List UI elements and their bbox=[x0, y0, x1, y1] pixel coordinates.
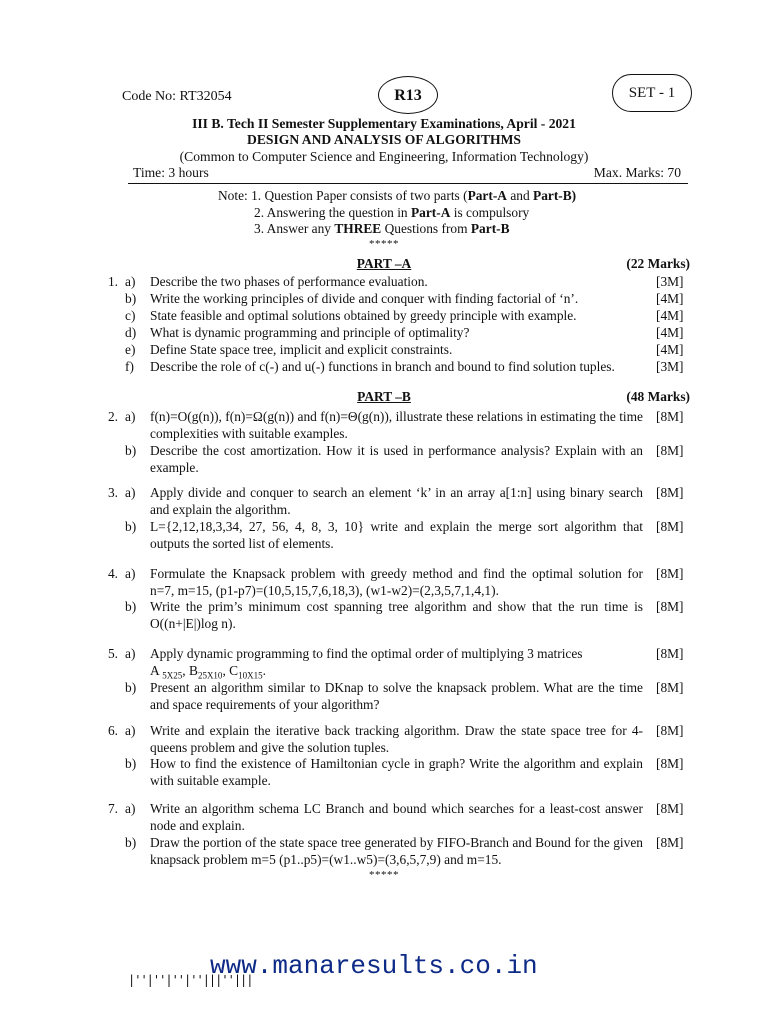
question-number: 6. bbox=[107, 723, 118, 738]
item-marks: [4M] bbox=[656, 291, 684, 306]
item-text: Write and explain the iterative back tracking algorithm. Draw the state space tree for 4-queens problem and give the solution tuples. bbox=[150, 723, 643, 755]
item-letter: b) bbox=[125, 680, 137, 695]
item-marks: [8M] bbox=[656, 756, 684, 771]
item-marks: [8M] bbox=[656, 835, 684, 850]
note-1-pre: Note: 1. Question Paper consists of two parts ( bbox=[218, 188, 468, 203]
note-line-2 bbox=[254, 204, 529, 221]
note-1-part-a: Part-A bbox=[467, 188, 507, 203]
barcode-marks: |''|''|''|''|||''||| bbox=[128, 973, 253, 987]
set-label: SET - 1 bbox=[628, 84, 676, 101]
item-text: Write the prim’s minimum cost spanning tree algorithm and show that the run time is O((n+|E|)log n). bbox=[150, 599, 643, 631]
end-stars: ***** bbox=[369, 869, 399, 881]
item-letter: a) bbox=[125, 566, 136, 581]
item-text: Formulate the Knapsack problem with greedy method and find the optimal solution for n=7, m=15, (p1-p7)=(10,5,15,7,6,18,3), (w1-w2)=(2,3,5,7,1,4,1). bbox=[150, 566, 643, 598]
question-number: 2. bbox=[107, 409, 118, 424]
item-letter: b) bbox=[125, 756, 137, 771]
item-marks: [8M] bbox=[656, 723, 684, 738]
item-text: Describe the two phases of performance evaluation. bbox=[150, 274, 428, 289]
item-letter: b) bbox=[125, 291, 137, 306]
part-b-title: PART –B bbox=[357, 389, 411, 404]
item-letter: a) bbox=[125, 801, 136, 816]
item-text: L={2,12,18,3,34, 27, 56, 4, 8, 3, 10} write and explain the merge sort algorithm that outputs the sorted list of elements. bbox=[150, 519, 643, 551]
item-marks: [8M] bbox=[656, 443, 684, 458]
item-marks: [4M] bbox=[656, 342, 684, 357]
note-3-pre: 3. Answer any bbox=[254, 221, 335, 236]
item-marks: [4M] bbox=[656, 325, 684, 340]
item-letter: f) bbox=[125, 359, 134, 374]
note-stars: ***** bbox=[369, 238, 399, 250]
note-2-part-a: Part-A bbox=[410, 205, 451, 220]
question-number: 1. bbox=[107, 274, 118, 289]
time-label: Time: 3 hours bbox=[133, 165, 209, 180]
item-marks: [8M] bbox=[656, 485, 684, 500]
item-letter: c) bbox=[125, 308, 136, 323]
note-3-three: THREE bbox=[334, 221, 382, 236]
item-letter: b) bbox=[125, 835, 137, 850]
note-line-3 bbox=[254, 220, 510, 237]
item-text: Describe the role of c(-) and u(-) functions in branch and bound to find solution tuples. bbox=[150, 359, 615, 374]
item-letter: a) bbox=[125, 646, 136, 661]
item-marks: [8M] bbox=[656, 566, 684, 581]
item-text: Apply dynamic programming to find the optimal order of multiplying 3 matrices A $_{5X25}$, $B_{25X10}$, $C_{10X15}$. bbox=[150, 646, 583, 681]
item-letter: a) bbox=[125, 723, 136, 738]
question-code: Code No: RT32054 bbox=[122, 89, 232, 104]
matrix-a: A $_{5X25}$ bbox=[150, 663, 183, 681]
item-text: Present an algorithm similar to DKnap to solve the knapsack problem. What are the time and space requirements of your algorithm? bbox=[150, 680, 643, 712]
website-link[interactable]: www.manaresults.co.in bbox=[210, 951, 538, 981]
item-letter: b) bbox=[125, 519, 137, 534]
item-marks: [8M] bbox=[656, 409, 684, 424]
item-text: State feasible and optimal solutions obtained by greedy principle with example. bbox=[150, 308, 577, 323]
item-text: What is dynamic programming and principle of optimality? bbox=[150, 325, 470, 340]
question-number: 3. bbox=[107, 485, 118, 500]
item-text: Apply divide and conquer to search an element ‘k’ in an array a[1:n] using binary search and explain the algorithm. bbox=[150, 485, 643, 517]
note-1-part-b: Part-B) bbox=[533, 188, 577, 203]
item-marks: [3M] bbox=[656, 274, 684, 289]
item-marks: [4M] bbox=[656, 308, 684, 323]
item-letter: e) bbox=[125, 342, 136, 357]
item-text: How to find the existence of Hamiltonian cycle in graph? Write the algorithm and explain with suitable example. bbox=[150, 756, 643, 788]
note-1-mid: and bbox=[506, 188, 534, 203]
item-letter: d) bbox=[125, 325, 137, 340]
subject-title: DESIGN AND ANALYSIS OF ALGORITHMS bbox=[247, 132, 521, 147]
item-letter: a) bbox=[125, 274, 136, 289]
question-number: 5. bbox=[107, 646, 118, 661]
item-letter: a) bbox=[125, 485, 136, 500]
note-3-mid: Questions from bbox=[381, 221, 471, 236]
item-text-pre: Apply dynamic programming to find the optimal order of multiplying 3 matrices bbox=[150, 646, 583, 661]
note-2-post: is compulsory bbox=[450, 205, 530, 220]
item-text: Write the working principles of divide and conquer with finding factorial of ‘n’. bbox=[150, 291, 579, 306]
part-a-title: PART –A bbox=[356, 256, 412, 271]
item-marks: [8M] bbox=[656, 646, 684, 661]
item-marks: [8M] bbox=[656, 519, 684, 534]
max-marks-label: Max. Marks: 70 bbox=[593, 165, 681, 180]
item-letter: b) bbox=[125, 443, 137, 458]
regulation-label: R13 bbox=[394, 86, 422, 104]
note-2-pre: 2. Answering the question in bbox=[254, 205, 411, 220]
matrix-b: $B_{25X10}$ bbox=[189, 663, 223, 681]
item-marks: [8M] bbox=[656, 599, 684, 614]
question-number: 4. bbox=[107, 566, 118, 581]
regulation-badge bbox=[378, 76, 438, 114]
part-a-marks: (22 Marks) bbox=[626, 256, 690, 271]
note-line-1 bbox=[218, 187, 576, 204]
matrix-c: $C_{10X15}$ bbox=[229, 663, 263, 681]
note-3-part-b: Part-B bbox=[470, 221, 510, 236]
item-letter: b) bbox=[125, 599, 137, 614]
item-marks: [3M] bbox=[656, 359, 684, 374]
question-number: 7. bbox=[107, 801, 118, 816]
item-text: Define State space tree, implicit and explicit constraints. bbox=[150, 342, 453, 357]
item-marks: [8M] bbox=[656, 801, 684, 816]
header-divider bbox=[128, 183, 688, 184]
part-b-marks: (48 Marks) bbox=[626, 389, 690, 404]
item-text: Draw the portion of the state space tree generated by FIFO-Branch and Bound for the given knapsack problem m=5 (p1..p5)=(w1..w5)=(3,6,5,7,9) and m=15. bbox=[150, 835, 643, 867]
branches-line: (Common to Computer Science and Engineering, Information Technology) bbox=[179, 149, 589, 164]
exam-title: III B. Tech II Semester Supplementary Examinations, April - 2021 bbox=[192, 116, 576, 131]
item-text: Describe the cost amortization. How it is used in performance analysis? Explain with an example. bbox=[150, 443, 643, 475]
item-text: Write an algorithm schema LC Branch and bound which searches for a least-cost answer node and explain. bbox=[150, 801, 643, 833]
set-badge bbox=[612, 74, 692, 112]
item-marks: [8M] bbox=[656, 680, 684, 695]
item-text: f(n)=O(g(n)), f(n)=Ω(g(n)) and f(n)=Θ(g(n)), illustrate these relations in estimating the time complexities with suitable examples. bbox=[150, 409, 643, 441]
item-letter: a) bbox=[125, 409, 136, 424]
